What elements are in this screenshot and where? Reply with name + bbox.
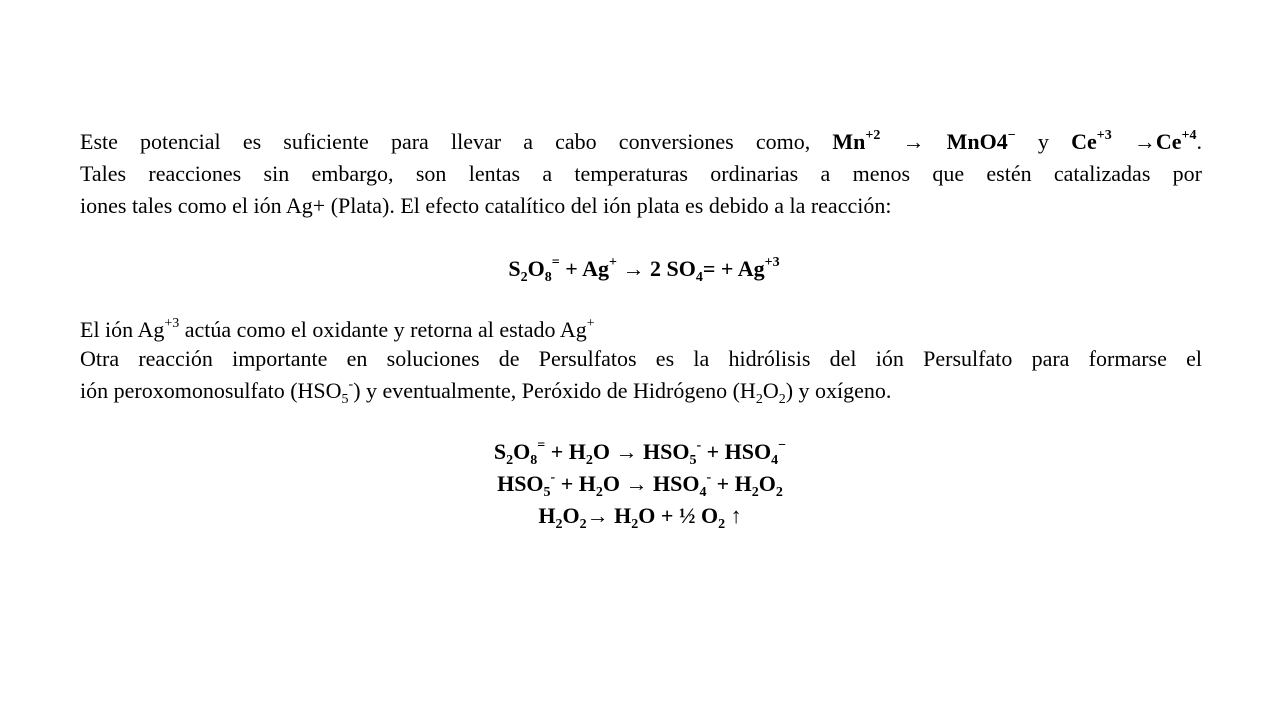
equation-peroxide-decomposition: $H_2O_2\to H_2O$ + ½ $O_2$ ↑: [538, 503, 742, 532]
ce3-formula: $Ce^{+3}$: [1071, 128, 1112, 154]
mno4-formula: MnO4−: [946, 128, 1016, 154]
intro-text: Este potencial es suficiente para llevar a cabo conversiones como,: [80, 129, 811, 154]
paragraph-2: El ión $Ag^{+3}$ actúa como el oxidante y retorna al estado Ag+: [80, 316, 595, 342]
arrow-icon: →: [622, 256, 645, 281]
arrow-icon: →: [902, 129, 925, 154]
equation-persulfate-silver: $S_2O_8^= + Ag^+ \to 2$ $SO_4= + Ag^{+3}$: [508, 255, 780, 285]
paragraph-1-line-3: iones tales como el ión Ag+ (Plata). El efecto catalítico del ión plata es debido a la reacción:: [80, 193, 892, 218]
conjunction: y: [1037, 129, 1049, 154]
equation-hydrolysis-1: $S_2O_8^= + H_2O \to HSO_5^- + HSO_4^-$: [493, 438, 787, 468]
arrow-icon: →: [615, 439, 638, 464]
ce4-formula: $Ce^{+4}$: [1155, 128, 1197, 154]
paragraph-3-line-1: Otra reacción importante en soluciones de Persulfatos es la hidrólisis del ión Persulfato para formarse el: [80, 346, 1202, 371]
paragraph-1-line-1: Este potencial es suficiente para llevar a cabo conversiones como, $Mn^{+2} \to MnO4^-$ y $Ce^{+3} \to Ce^{+4}$.: [80, 128, 1203, 154]
up-arrow-icon: ↑: [730, 503, 742, 528]
arrow-icon: →: [586, 503, 609, 528]
equation-hydrolysis-2: $HSO_5^- + H_2O \to HSO_4^- + H_2O_2$: [497, 470, 783, 500]
arrow-icon: →: [1133, 129, 1156, 154]
paragraph-3-line-2: ión peroxomonosulfato $(HSO_5^-)$ y eventualmente, Peróxido de Hidrógeno $(H_2O_2)$ y oxígeno.: [80, 377, 892, 407]
arrow-icon: →: [625, 471, 648, 496]
paragraph-1-line-2: Tales reacciones sin embargo, son lentas a temperaturas ordinarias a menos que estén catalizadas por: [80, 161, 1202, 186]
mn-formula: $Mn^{+2}$: [832, 128, 881, 154]
